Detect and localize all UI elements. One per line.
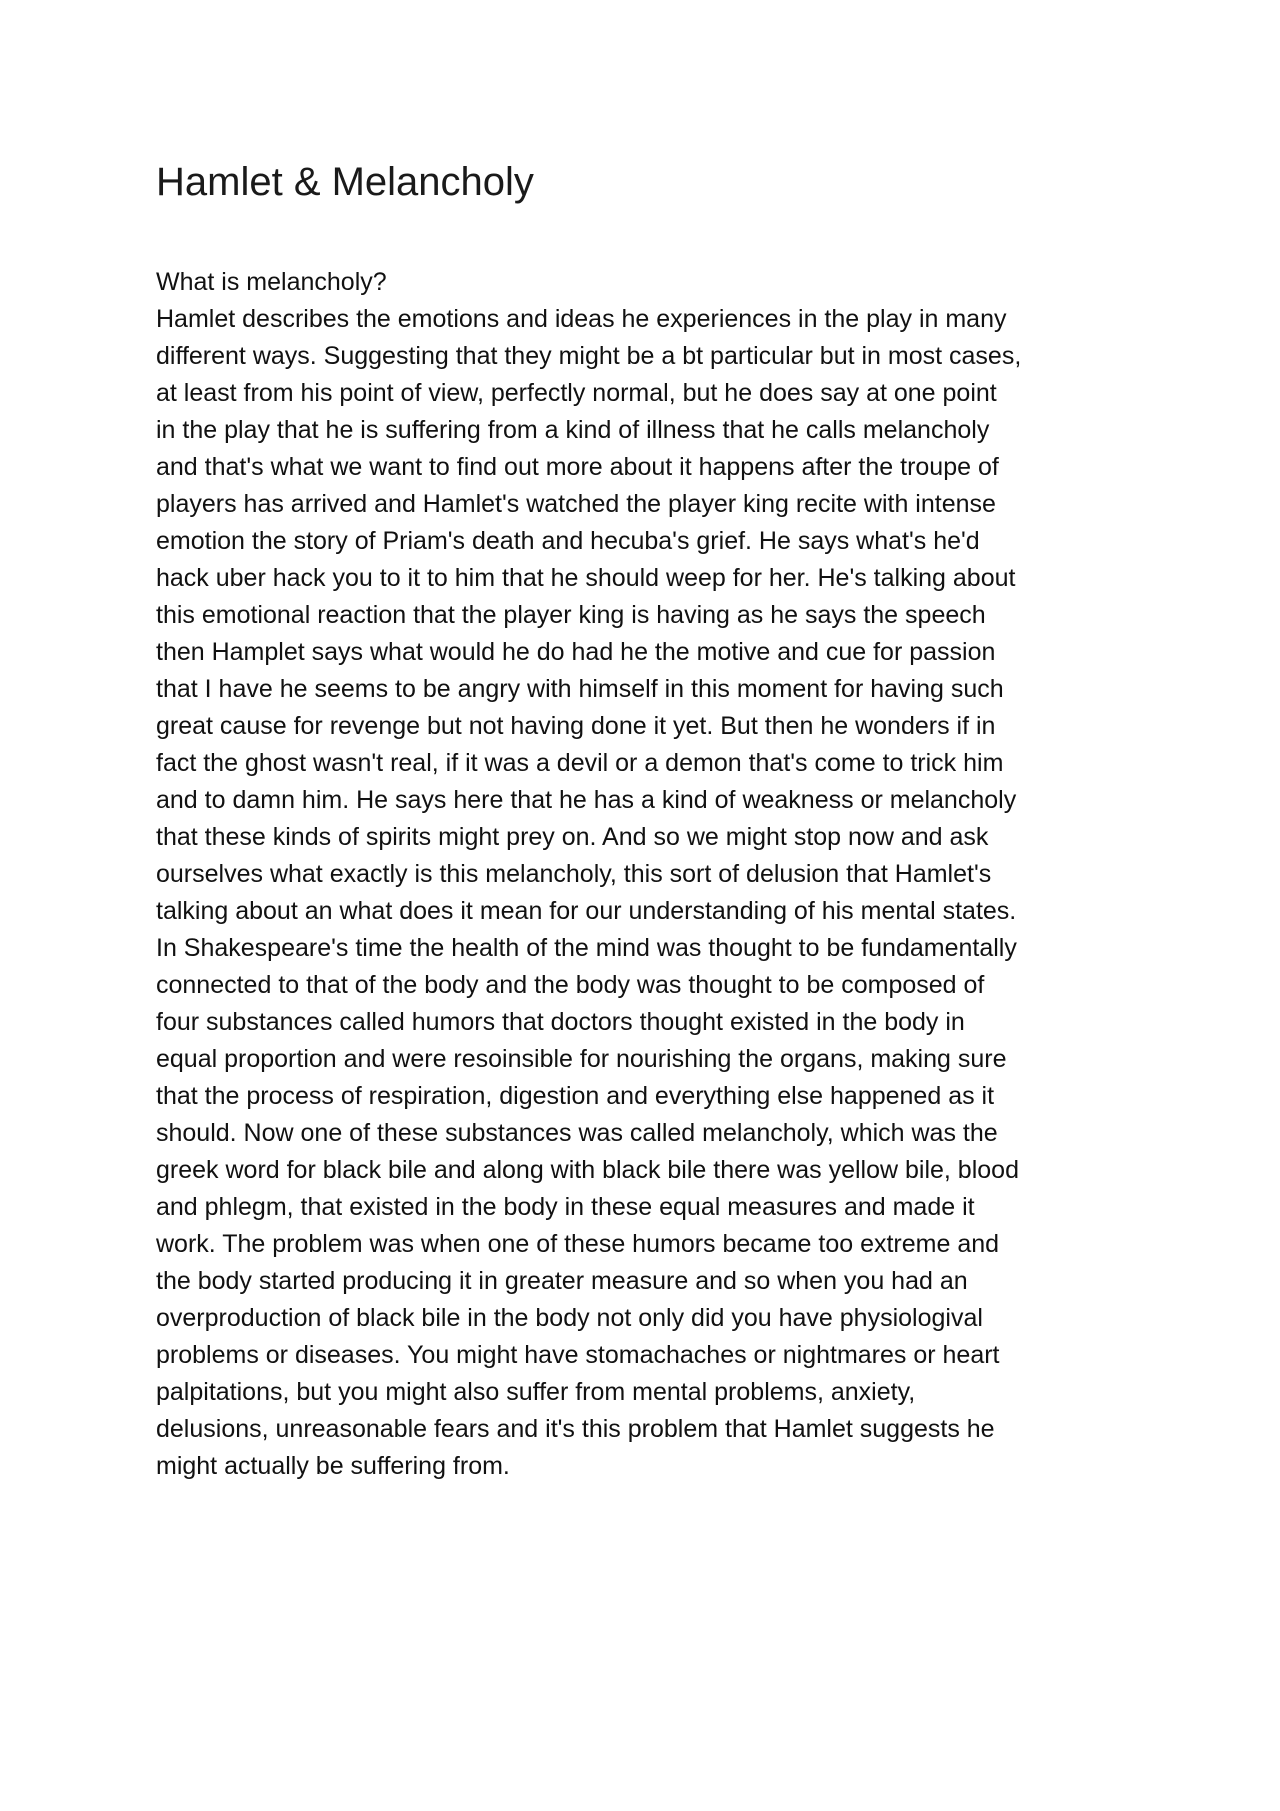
document-body [156, 264, 1156, 1485]
paragraph-line: emotion the story of Priam's death and hecuba's grief. He says what's he'd [156, 527, 980, 555]
paragraph-line: and phlegm, that existed in the body in these equal measures and made it [156, 1193, 975, 1221]
document-title: Hamlet & Melancholy [156, 160, 534, 204]
paragraph-line: different ways. Suggesting that they might be a bt particular but in most cases, [156, 342, 1022, 370]
paragraph-line: hack uber hack you to it to him that he should weep for her. He's talking about [156, 564, 1016, 592]
paragraph-line: fact the ghost wasn't real, if it was a devil or a demon that's come to trick him [156, 749, 1004, 777]
paragraph-line: in the play that he is suffering from a kind of illness that he calls melancholy [156, 416, 990, 444]
paragraph-line: then Hamplet says what would he do had he the motive and cue for passion [156, 638, 996, 666]
paragraph-line: might actually be suffering from. [156, 1452, 510, 1480]
paragraph-line: should. Now one of these substances was called melancholy, which was the [156, 1119, 998, 1147]
paragraph-line: palpitations, but you might also suffer from mental problems, anxiety, [156, 1378, 916, 1406]
paragraph-line: that these kinds of spirits might prey on. And so we might stop now and ask [156, 823, 989, 851]
paragraph-line: In Shakespeare's time the health of the mind was thought to be fundamentally [156, 934, 1017, 962]
paragraph-line: ourselves what exactly is this melancholy, this sort of delusion that Hamlet's [156, 860, 992, 888]
paragraph-line: four substances called humors that doctors thought existed in the body in [156, 1008, 965, 1036]
paragraph-line: at least from his point of view, perfectly normal, but he does say at one point [156, 379, 997, 407]
paragraph-line: delusions, unreasonable fears and it's this problem that Hamlet suggests he [156, 1415, 995, 1443]
paragraph-line: that the process of respiration, digestion and everything else happened as it [156, 1082, 995, 1110]
section-heading: What is melancholy? [156, 268, 387, 296]
paragraph-line: Hamlet describes the emotions and ideas he experiences in the play in many [156, 305, 1007, 333]
paragraph-line: great cause for revenge but not having done it yet. But then he wonders if in [156, 712, 996, 740]
paragraph-line: overproduction of black bile in the body not only did you have physiologival [156, 1304, 983, 1332]
paragraph-line: this emotional reaction that the player king is having as he says the speech [156, 601, 986, 629]
paragraph-line: equal proportion and were resoinsible for nourishing the organs, making sure [156, 1045, 1007, 1073]
paragraph-line: problems or diseases. You might have stomachaches or nightmares or heart [156, 1341, 1000, 1369]
paragraph-line: the body started producing it in greater measure and so when you had an [156, 1267, 968, 1295]
paragraph-line: and to damn him. He says here that he has a kind of weakness or melancholy [156, 786, 1017, 814]
paragraph-line: players has arrived and Hamlet's watched the player king recite with intense [156, 490, 996, 518]
paragraph-line: and that's what we want to find out more about it happens after the troupe of [156, 453, 999, 481]
paragraph-line: work. The problem was when one of these humors became too extreme and [156, 1230, 1000, 1258]
paragraph-line: connected to that of the body and the body was thought to be composed of [156, 971, 985, 999]
paragraph-line: that I have he seems to be angry with himself in this moment for having such [156, 675, 1004, 703]
paragraph-line: greek word for black bile and along with black bile there was yellow bile, blood [156, 1156, 1019, 1184]
paragraph-line: talking about an what does it mean for our understanding of his mental states. [156, 897, 1017, 925]
